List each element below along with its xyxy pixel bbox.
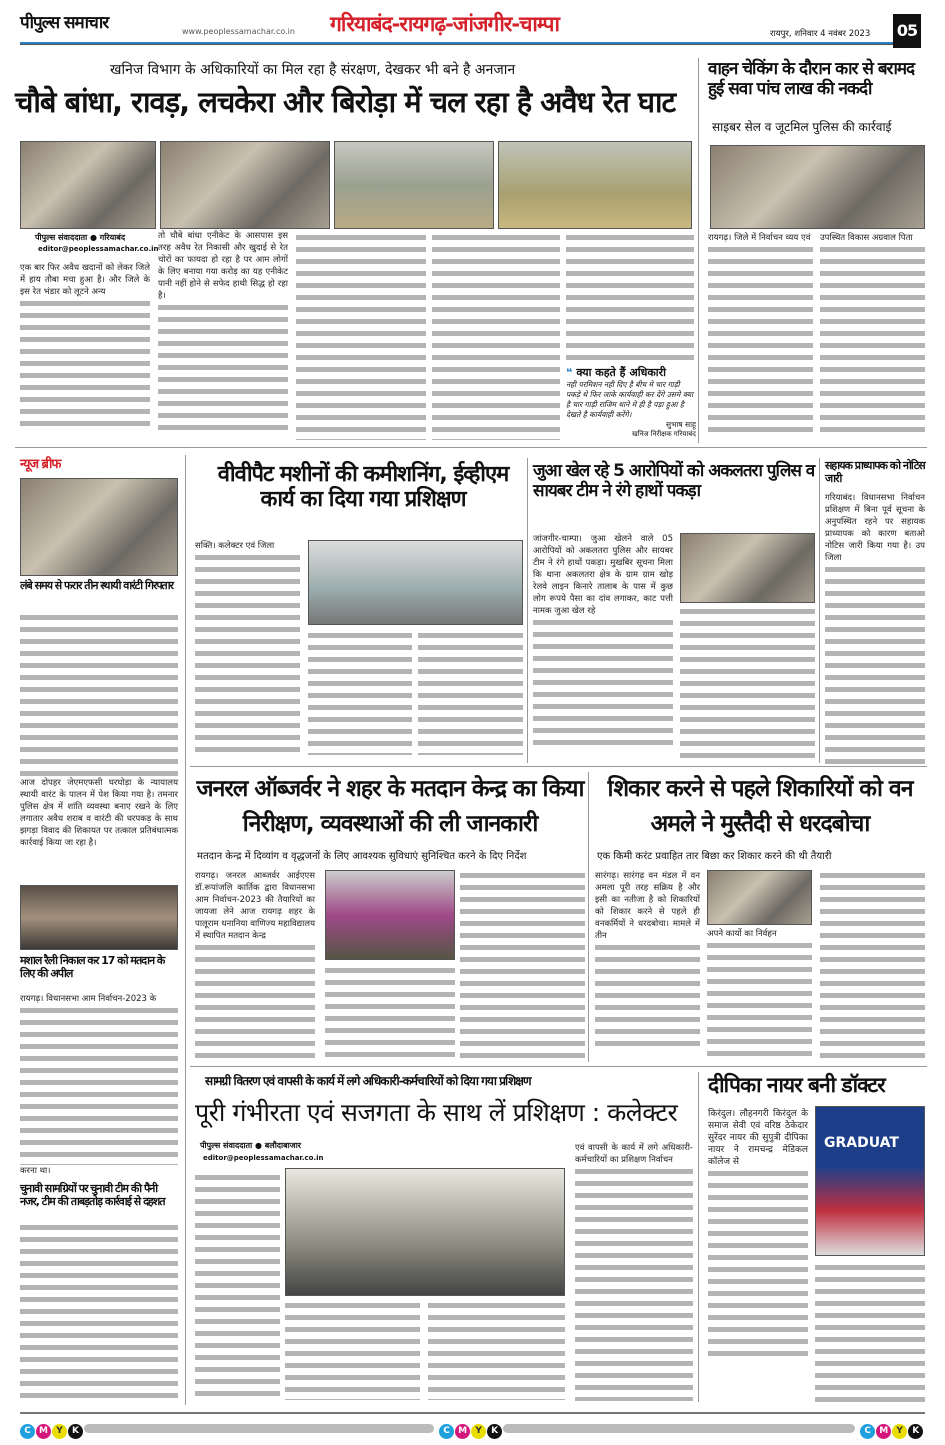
training-session-photo	[285, 1168, 565, 1296]
news-brief-label: न्यूज ब्रीफ	[20, 457, 61, 472]
text-filler	[195, 552, 300, 757]
hunt-text: सारंगढ़। सारंगढ़ वन मंडल में वन अमला पूरी तरह सक्रिय है और इसी का नतीजा है को शिकारियों को शिकार करने से पहले ही वनकर्मियों ने धरदबोचा। मामले में तीन	[595, 871, 700, 941]
quote-text: नही परमिशन नही दिए है बीच मे चार गाड़ी पकड़े थे फिर जाके कार्यवाही कर देंगे उसमे क्या है चार गाड़ी राजिम थाने मे ही है पड़ा हुआ है देखते है कार्यवाही करेंगे।	[566, 380, 694, 419]
quote-title: क्या कहते हैं अधिकारी	[576, 366, 666, 379]
divider	[185, 455, 186, 1405]
training-text: एवं वापसी के कार्य में लगे अधिकारी-कर्मचारियों का प्रशिक्षण निर्वाचन	[575, 1143, 693, 1165]
lead-headline: चौबे बांधा, रावड़, लचकेरा और बिरोड़ा में चल रहा है अवैध रेत घाट	[15, 85, 676, 119]
logo: पीपुल्स समाचार	[20, 13, 109, 33]
lead-email: editor@peoplessamachar.co.in	[38, 245, 159, 253]
arrested-photo	[20, 478, 178, 576]
lead-text-col5	[566, 232, 694, 362]
notice-text-lead: गरियाबंद। विधानसभा निर्वाचन प्रशिक्षण में बिना पूर्व सूचना के अनुपस्थित रहने पर सहायक प्राध्यापक को कारण बताओ नोटिस जारी किया गया है। उप जिला	[825, 493, 925, 563]
date: रायपुर, शनिवार 4 नवंबर 2023	[770, 29, 871, 39]
lead-byline: पीपुल्स संवाददाता ● गरियाबंद	[35, 233, 126, 242]
cmyk-k: K	[68, 1424, 83, 1439]
page-number: 05	[893, 14, 921, 48]
river-sand-photo	[334, 141, 494, 229]
quote-icon: ❝	[566, 366, 573, 379]
police-seizure-photo	[710, 145, 925, 229]
region-title: गरियाबंद-रायगढ़-जांजगीर-चाम्पा	[330, 12, 559, 36]
cmyk-y: Y	[52, 1424, 67, 1439]
website-url: www.peoplessamachar.co.in	[182, 27, 295, 36]
gambling-headline: जुआ खेल रहे 5 आरोपियों को अकलतरा पुलिस व सायबर टीम ने रंगे हाथों पकड़ा	[533, 461, 815, 501]
registration-bar	[503, 1424, 855, 1433]
cash-headline: वाहन चेकिंग के दौरान कार से बरामद हुई सवा पांच लाख की नकदी	[708, 59, 915, 99]
footer-rule	[20, 1412, 925, 1414]
cash-text-col2	[820, 232, 925, 439]
hunt-text: अपने कार्यो का निर्वहन	[707, 929, 777, 939]
brief-headline-2: मशाल रैली निकाल कर 17 को मतदान के लिए की अपील	[20, 954, 165, 980]
text-filler	[575, 1166, 693, 1401]
cash-subhead: साइबर सेल व जूटमिल पुलिस की कार्रवाई	[712, 120, 892, 134]
brief-headline-1: लंबे समय से फरार तीन स्थायी वारंटी गिरफ्तार	[20, 579, 174, 592]
divider	[15, 447, 927, 448]
brief-text-1	[20, 612, 178, 849]
training-headline: पूरी गंभीरता एवं सजगता के साथ लें प्रशिक्षण : कलेक्टर	[195, 1098, 678, 1127]
divider	[819, 458, 820, 763]
officials-quote-box	[566, 365, 696, 439]
torch-rally-photo	[20, 885, 178, 950]
vvpat-text-col3	[418, 630, 523, 755]
training-text-col1	[195, 1172, 280, 1400]
sand-truck-photo	[160, 141, 330, 229]
text-filler	[708, 244, 813, 439]
brief-headline-3: चुनावी सामग्रियों पर चुनावी टीम की पैनी नजर, टीम की ताबड़तोड़ कार्रवाई से दहशत	[20, 1182, 165, 1208]
vvpat-text-col2	[308, 630, 412, 755]
cmyk-y: Y	[892, 1424, 907, 1439]
graduation-banner-text: GRADUAT	[824, 1135, 899, 1151]
cmyk-y: Y	[471, 1424, 486, 1439]
cmyk-m: M	[876, 1424, 891, 1439]
cash-text-col1	[708, 232, 813, 439]
vvpat-headline: वीवीपैट मशीनों की कमीशनिंग, ईव्हीएम कार्य का दिया गया प्रशिक्षण	[217, 462, 509, 513]
observer-text-col3	[460, 870, 585, 1060]
cmyk-k: K	[487, 1424, 502, 1439]
lead-text-col1	[20, 262, 150, 428]
training-email: editor@peoplessamachar.co.in	[203, 1154, 324, 1162]
vvpat-text: सक्ति। कलेक्टर एवं जिला	[195, 541, 275, 551]
gambling-text-col2	[680, 606, 815, 758]
notice-headline: सहायक प्राध्यापक को नोटिस जारी	[825, 459, 925, 485]
observer-subhead: मतदान केन्द्र में दिव्यांग व वृद्धजनों के लिए आवश्यक सुविधाएं सुनिश्चित करने के दिए निर्देश	[197, 851, 527, 862]
observer-text: रायगढ़। जनरल आब्जर्वर आईएएस डॉ.रूपांजलि कार्तिक द्वारा विधानसभा आम निर्वाचन-2023 की तैयारियों का जायजा लेने आज रायगढ़ शहर के पालूराम धनानिया वाणिज्य महाविद्यालय में स्थापित मतदान केन्द्र	[195, 871, 315, 941]
hunt-text-col2	[707, 928, 812, 1060]
doctor-text: किरंदुल। लौहनगरी किरंदुल के समाज सेवी एवं वरिष्ठ ठेकेदार सुरेंदर नायर की सुपुत्री दीपिका नायर ने रामचन्द्र मेडिकल कॉलेज से	[708, 1109, 808, 1167]
lead-kicker: खनिज विभाग के अधिकारियों का मिल रहा है संरक्षण, देखकर भी बने है अनजान	[110, 62, 516, 78]
brief-text-3	[20, 1222, 178, 1402]
brief-text-2	[20, 993, 178, 1177]
text-filler	[708, 1168, 808, 1363]
lead-text: तो चौबे बांधा एनीकेट के आसपास इस तरह अवैध रेत निकासी और खुदाई से रेत चोरों का फायदा हो रहा है पर आम लोगों के लिए बनाया गया करोड़ का यह एनीकेट पानी नहीं होने से सफेद हाथी सिद्ध हो रहा है।	[158, 231, 288, 301]
cash-text: उपस्थित विकास अग्रवाल पिता	[820, 233, 913, 243]
training-text-col2	[285, 1300, 420, 1400]
doctor-text-col1	[708, 1108, 808, 1363]
cmyk-c: C	[860, 1424, 875, 1439]
text-filler	[20, 1005, 178, 1165]
divider	[588, 772, 589, 1062]
cmyk-bar	[20, 1418, 925, 1439]
divider	[698, 1072, 699, 1402]
doctor-text-col2	[815, 1262, 925, 1402]
brief-text: आज दोपहर जेएमएफसी घरघोड़ा के न्यायालय स्थायी वारंट के पालन में पेश किया गया है। तमनार पुलिस क्षेत्र में शांति व्यवस्था बनाए रखने के लिए लगातार अवैध शराब व वारंटी की धरपकड़ के साथ झगड़ा विवाद की शिकायत पर तत्काल प्रतिबंधात्मक कार्रवाई किया जा रहा है।	[20, 778, 178, 848]
brief-text: रायगढ़। विधानसभा आम निर्वाचन-2023 के	[20, 994, 157, 1004]
text-filler	[20, 612, 178, 777]
doctor-headline: दीपिका नायर बनी डॉक्टर	[708, 1073, 885, 1097]
brief-text: करना था।	[20, 1166, 51, 1176]
hunt-text-col3	[820, 870, 925, 1060]
divider	[190, 1066, 927, 1067]
text-filler	[707, 940, 812, 1060]
vvpat-text-col1	[195, 540, 300, 757]
training-text-col4	[575, 1142, 693, 1401]
observer-visit-photo	[325, 870, 455, 960]
observer-text-col2	[325, 965, 455, 1060]
masthead	[0, 0, 945, 48]
cmyk-c: C	[439, 1424, 454, 1439]
divider	[190, 766, 927, 767]
cmyk-c: C	[20, 1424, 35, 1439]
hunt-headline: शिकार करने से पहले शिकारियों को वन अमले ने मुस्तैदी से धरदबोचा	[607, 776, 913, 837]
training-byline: पीपुल्स संवाददाता ● बलौदाबाजार	[200, 1141, 302, 1150]
notice-text	[825, 492, 925, 769]
text-filler	[20, 298, 150, 428]
training-kicker: सामग्री वितरण एवं वापसी के कार्य में लगे अधिकारी-कर्मचारियों को दिया गया प्रशिक्षण	[205, 1074, 531, 1088]
observer-headline: जनरल ऑब्जर्वर ने शहर के मतदान केन्द्र का किया निरीक्षण, व्यवस्थाओं की ली जानकारी	[196, 776, 584, 837]
poachers-arrested-photo	[707, 870, 812, 925]
masthead-rule	[20, 42, 893, 45]
cash-text: रायगढ़। जिले में निर्वाचन व्यय एवं	[708, 233, 811, 243]
cmyk-m: M	[36, 1424, 51, 1439]
sand-truck-photo	[20, 141, 156, 229]
lead-text-col4	[432, 232, 560, 440]
graduation-photo	[815, 1106, 925, 1256]
text-filler	[158, 302, 288, 437]
accused-photo	[680, 533, 815, 603]
registration-bar	[84, 1424, 434, 1433]
gambling-text: जांजगीर-चाम्पा। जुआ खेलने वाले 05 आरोपियों को अकलतरा पुलिस और सायबर टीम ने रंगे हाथों पकड़ा। मुखबिर सूचना मिला कि थाना अकलतरा क्षेत्र के ग्राम ग्राम खोड़ रेलवे लाइन किनारे तालाब के पास में कुछ लोग रूपये पैसा का दांव लगाकर, काट पत्ती नामक जुआ खेल रहे	[533, 534, 673, 616]
divider	[698, 58, 699, 443]
text-filler	[595, 942, 700, 1052]
text-filler	[820, 244, 925, 439]
observer-text-col1	[195, 870, 315, 1062]
quote-role: खनिज निरीक्षक गरियाबंद	[631, 430, 696, 438]
lead-text-col3	[296, 232, 426, 440]
excavator-photo	[498, 141, 692, 229]
hunt-text-col1	[595, 870, 700, 1052]
cmyk-k: K	[908, 1424, 923, 1439]
quote-author: सुभाष साहू	[666, 420, 696, 429]
text-filler	[195, 942, 315, 1062]
lead-text-col2	[158, 230, 288, 437]
gambling-text-col1	[533, 533, 673, 747]
hunt-subhead: एक किमी करंट प्रवाहित तार बिछा कर शिकार करने की थी तैयारी	[597, 851, 832, 862]
training-text-col3	[428, 1300, 565, 1400]
text-filler	[533, 617, 673, 747]
cmyk-m: M	[455, 1424, 470, 1439]
evm-training-photo	[308, 540, 523, 625]
text-filler	[825, 564, 925, 769]
divider	[527, 458, 528, 763]
lead-text: एक बार फिर अवैध खदानों को लेकर जिले में हाय तौबा मचा हुआ है। और जिले के इस रेत भंडार को लूटने अन्य	[20, 263, 150, 297]
